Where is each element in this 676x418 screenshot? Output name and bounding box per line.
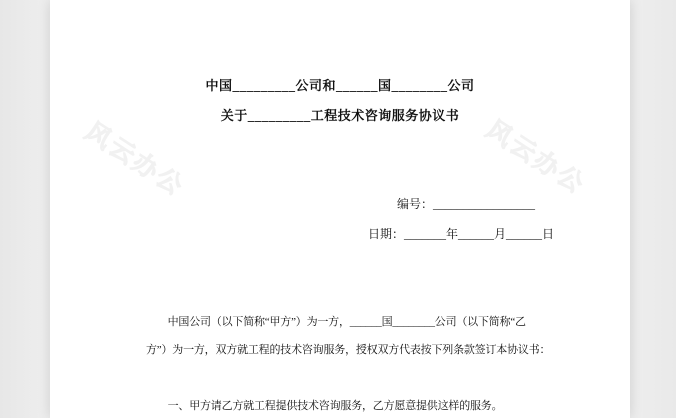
clause-1-line: 一、甲方请乙方就工程提供技术咨询服务，乙方愿意提供这样的服务。 [146, 400, 503, 412]
intro-paragraph-line-1: 中国公司（以下简称“甲方”）为一方，______国________公司（以下简称“乙 [146, 316, 526, 328]
watermark-right: 风云办公 [481, 116, 590, 200]
document-number-field: 编号：_________________ [397, 197, 536, 211]
intro-paragraph-line-2: 方”）为一方，双方就工程的技术咨询服务，授权双方代表按下列条款签订本协议书： [146, 344, 551, 356]
watermark-left: 风云办公 [80, 118, 189, 202]
document-title-line-1: 中国_________公司和______国________公司 [205, 78, 475, 93]
document-date-field: 日期：_______年______月______日 [368, 227, 555, 241]
document-title-line-2: 关于_________工程技术咨询服务协议书 [220, 108, 460, 123]
document-page [50, 0, 630, 418]
